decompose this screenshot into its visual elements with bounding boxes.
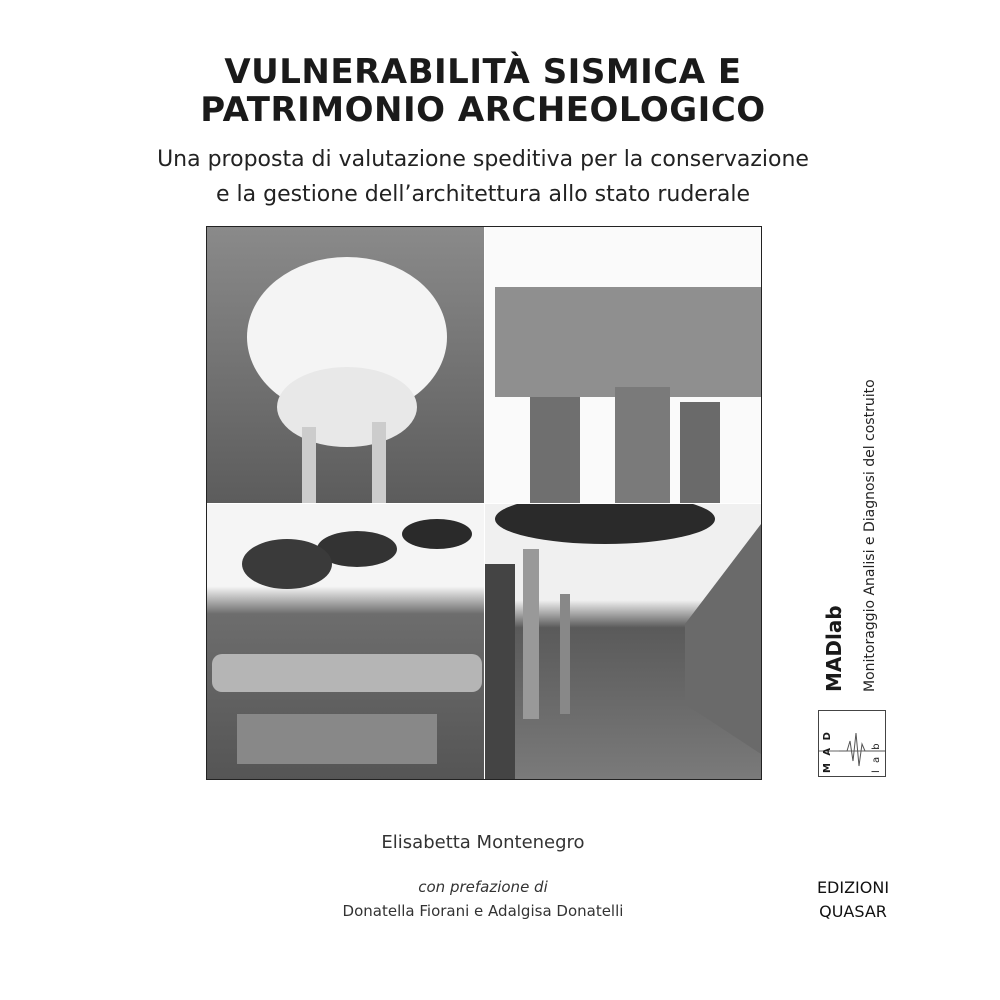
series-description: Monitoraggio Analisi e Diagnosi del costruito [862, 379, 878, 692]
madlab-logo [818, 710, 886, 777]
photo-collage [206, 226, 762, 780]
logo-letters-lab: l a b [871, 741, 882, 773]
author: Elisabetta Montenegro [381, 832, 585, 853]
photo-arches [207, 227, 484, 503]
preface-names: Donatella Fiorani e Adalgisa Donatelli [342, 902, 624, 920]
publisher-line-2: QUASAR [819, 902, 887, 921]
photo-columns-temple [485, 227, 761, 503]
photo-colonnade-path [485, 504, 761, 779]
subtitle-line-2: e la gestione dell’architettura allo stato ruderale [215, 182, 750, 207]
series-name: MADlab [822, 605, 846, 692]
photo-fallen-column [207, 504, 484, 779]
publisher-line-1: EDIZIONI [816, 878, 890, 897]
logo-letters-mad: M A D [822, 730, 833, 773]
title-line-1: VULNERABILITÀ SISMICA E [224, 52, 742, 92]
subtitle-line-1: Una proposta di valutazione speditiva per la conservazione [157, 147, 809, 172]
preface-label: con prefazione di [418, 878, 548, 896]
title-line-2: PATRIMONIO ARCHEOLOGICO [200, 90, 766, 130]
